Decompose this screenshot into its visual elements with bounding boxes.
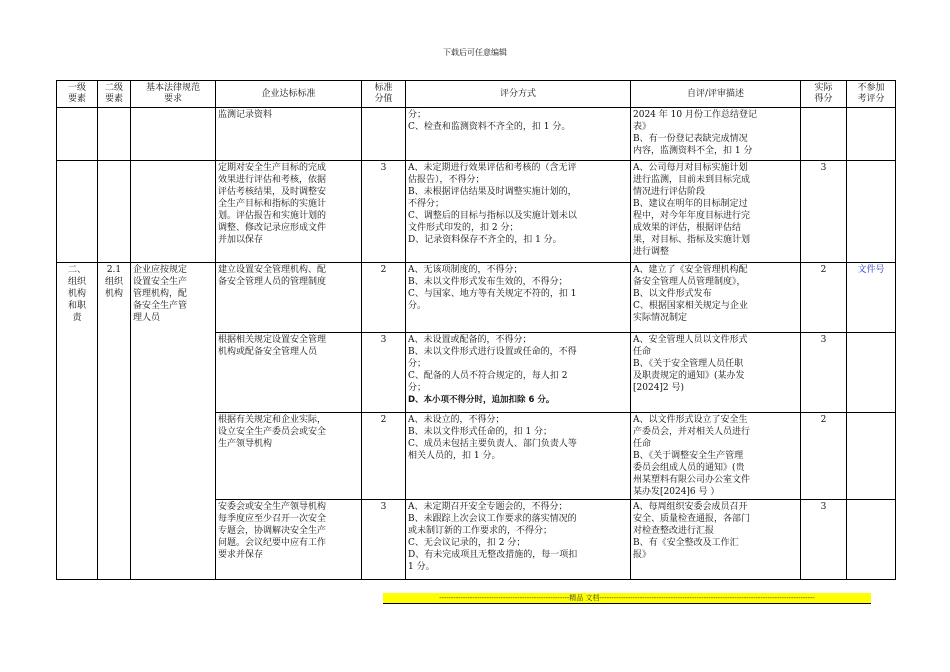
footer-divider xyxy=(383,603,871,604)
table-row xyxy=(57,161,896,263)
cell-score xyxy=(362,108,406,161)
cell-law: 企业应按规定 设置安全生产 管理机构，配 备安全生产管 理人员 xyxy=(131,263,216,580)
method-text: A、未设置或配备的，不得分； B、未以文件形式进行设置或任命的，不得 分； C、配备的人员不符合规定的，每人扣 2 分； xyxy=(408,335,577,393)
cell-na xyxy=(847,500,896,580)
cell-method: 分； C、检查和监测资料不齐全的，扣 1 分。 xyxy=(406,108,631,161)
method-bold-text: D、本小项不得分时，追加扣除 6 分。 xyxy=(408,395,555,405)
cell-actual: 2 xyxy=(801,413,847,500)
header-level2: 二级 要素 xyxy=(98,81,131,108)
cell-na xyxy=(847,108,896,161)
cell-actual: 3 xyxy=(801,161,847,263)
header-row xyxy=(57,81,896,108)
cell-score: 2 xyxy=(362,263,406,333)
cell-standard: 定期对安全生产目标的完成 效果进行评估和考核，依据 评估考核结果，及时调整安 全生产目标和指标的实施计 划。评估报告和实施计划的 调整、修改记录应形成文件 并加以保存 xyxy=(216,161,362,263)
cell-score: 3 xyxy=(362,500,406,580)
cell-empty xyxy=(131,161,216,263)
cell-standard: 根据相关规定设置安全管理 机构或配备安全管理人员 xyxy=(216,333,362,413)
cell-score: 3 xyxy=(362,161,406,263)
cell-review: 2024 年 10 月份工作总结登记 表》 B、有一份登记表缺完成情况 内容，监测资料不全，扣 1 分 xyxy=(631,108,801,161)
evaluation-table xyxy=(56,80,896,580)
cell-level1: 二、 组织 机构 和职 责 xyxy=(57,263,98,580)
table-row xyxy=(57,263,896,333)
header-law: 基本法律规范 要求 xyxy=(131,81,216,108)
cell-na xyxy=(847,413,896,500)
cell-na xyxy=(847,161,896,263)
header-method: 评分方式 xyxy=(406,81,631,108)
header-level1: 一级 要素 xyxy=(57,81,98,108)
cell-empty xyxy=(98,161,131,263)
header-standard: 企业达标标准 xyxy=(216,81,362,108)
cell-review: A、公司每月对目标实施计划 进行监测，目前未到目标完成 情况进行评估阶段 B、建议在明年的目标制定过 程中，对今年年度目标进行完 成效果的评估，根据评估结 果，对目标、指标及实施计划 进行调整 xyxy=(631,161,801,263)
cell-standard: 监测记录资料 xyxy=(216,108,362,161)
cell-level2: 2.1 组织 机构 xyxy=(98,263,131,580)
header-actual: 实际 得分 xyxy=(801,81,847,108)
cell-score: 3 xyxy=(362,333,406,413)
header-na: 不参加 考评分 xyxy=(847,81,896,108)
cell-review: A、安全管理人员以文件形式 任命 B、《关于安全管理人员任职 及职责规定的通知》(某办发 [2024]2 号) xyxy=(631,333,801,413)
cell-empty xyxy=(57,108,98,161)
cell-review: A、以文件形式设立了安全生 产委员会，并对相关人员进行 任命 B、《关于调整安全生产管理 委员会组成人员的通知》(贵 州某塑料有限公司办公室文件 某办发[2024]6 号 ） xyxy=(631,413,801,500)
cell-actual: 3 xyxy=(801,333,847,413)
cell-actual: 3 xyxy=(801,500,847,580)
cell-na xyxy=(847,333,896,413)
cell-review: A、每周组织安委会成员召开 安全、质量检查通报，各部门 对检查整改进行汇报 B、有《安全整改及工作汇 报》 xyxy=(631,500,801,580)
cell-empty xyxy=(98,108,131,161)
cell-score: 2 xyxy=(362,413,406,500)
cell-empty xyxy=(57,161,98,263)
cell-empty xyxy=(131,108,216,161)
cell-method: A、无该项制度的，不得分； B、未以文件形式发布生效的，不得分； C、与国家、地方等有关规定不符的，扣 1 分。 xyxy=(406,263,631,333)
cell-method: A、未定期召开安全专题会的，不得分； B、未跟踪上次会议工作要求的落实情况的 或未制订新的工作要求的，不得分； C、无会议记录的，扣 2 分； D、有未完成项且无整改措施的，每一项扣 1 分。 xyxy=(406,500,631,580)
cell-method: A、未定期进行效果评估和考核的（含无评 估报告），不得分； B、未根据评估结果及时调整实施计划的， 不得分； C、调整后的目标与指标以及实施计划未以 文件形式印发的，扣 2 分； D、记录资料保存不齐全的，扣 1 分。 xyxy=(406,161,631,263)
header-review: 自评/评审描述 xyxy=(631,81,801,108)
cell-method: A、未设立的，不得分； B、未以文件形式任命的，扣 1 分； C、成员未包括主要负责人、部门负责人等 相关人员的，扣 1 分。 xyxy=(406,413,631,500)
cell-standard: 安委会或安全生产领导机构 每季度应至少召开一次安全 专题会，协调解决安全生产 问题。会议纪要中应有工作 要求并保存 xyxy=(216,500,362,580)
page-header-note: 下载后可任意编辑 xyxy=(443,48,507,57)
cell-na-link[interactable]: 文件号 xyxy=(847,263,896,333)
footer-banner: -------------------------------------------------------精品 文档------------------------------------------------------------------------------------------- xyxy=(383,593,871,603)
cell-standard: 建立设置安全管理机构、配 备安全管理人员的管理制度 xyxy=(216,263,362,333)
cell-standard: 根据有关规定和企业实际， 设立安全生产委员会或安全 生产领导机构 xyxy=(216,413,362,500)
header-score: 标准 分值 xyxy=(362,81,406,108)
cell-review: A、建立了《安全管理机构配 备安全管理人员管理制度》， B、以文件形式发布 C、根据国家相关规定与企业 实际情况制定 xyxy=(631,263,801,333)
table-row xyxy=(57,108,896,161)
cell-method xyxy=(406,333,631,413)
cell-actual: 2 xyxy=(801,263,847,333)
cell-actual xyxy=(801,108,847,161)
